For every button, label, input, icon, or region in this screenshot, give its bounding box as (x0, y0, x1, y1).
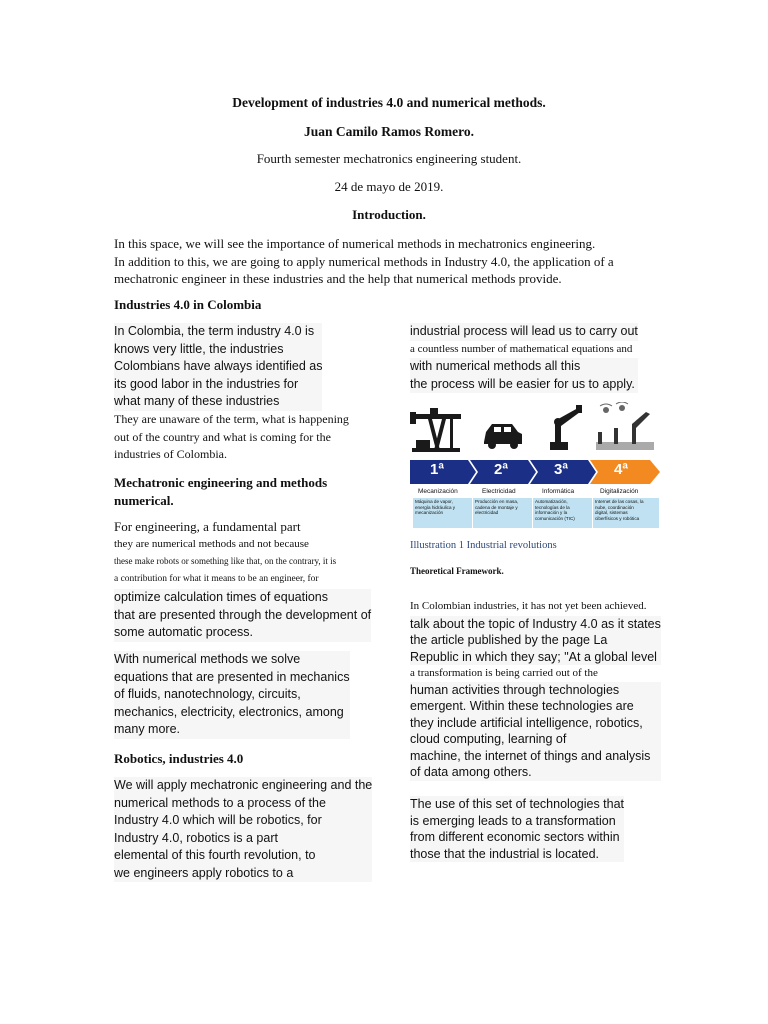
colombia-paragraph-continued (114, 411, 349, 464)
stage-2-label: Electricidad (482, 488, 516, 495)
desc-line: ciberfísicos y robótica (595, 515, 640, 521)
text-line: its good labor in the industries for (114, 376, 299, 391)
engineering-paragraph (114, 518, 336, 588)
desc-line: energía hidráulica y (415, 504, 456, 510)
text-line: is emerging leads to a transformation (410, 813, 616, 828)
text-line: human activities through technologies (410, 682, 661, 699)
text-line: emergent. Within these technologies are (410, 698, 661, 715)
section-heading-colombia: Industries 4.0 in Colombia (114, 297, 262, 312)
text-line: industries of Colombia. (114, 447, 227, 461)
author-affiliation: Fourth semester mechatronics engineering student. (256, 151, 522, 166)
text-line: the process will be easier for us to apply. (410, 376, 638, 394)
stage-3-description (533, 498, 592, 528)
figure-caption: Illustration 1 Industrial revolutions (410, 540, 557, 551)
text-line: cloud computing, learning of (410, 731, 661, 748)
desc-line: tecnologías de la (535, 504, 570, 510)
text-line: elemental of this fourth revolution, to (114, 848, 316, 862)
text-line: a contribution for what it means to be an engineer, for (114, 573, 319, 584)
text-line: equations that are presented in mechanics (114, 669, 350, 684)
text-line: that are presented through the development of (114, 607, 372, 622)
paper-title: Development of industries 4.0 and numerical methods. (232, 95, 546, 110)
stage-1-number: 1ª (430, 461, 444, 478)
numerical-methods-paragraph (114, 651, 350, 739)
text-line: knows very little, the industries (114, 341, 284, 356)
text-line: optimize calculation times of equations (114, 590, 329, 604)
technologies-paragraph (410, 796, 624, 862)
text-line: They are unaware of the term, what is happening (114, 412, 349, 426)
desc-line: comunicación (TIC) (535, 515, 575, 521)
text-line: Republic in which they say; "At a global level (410, 649, 661, 666)
desc-line: Automatización, (535, 499, 568, 504)
colombia-paragraph (114, 323, 322, 411)
text-line: mechanics, electricity, electronics, among (114, 704, 344, 719)
desc-line: nube, coordinación (595, 504, 634, 510)
stage-1-label: Mecanización (418, 488, 458, 495)
stage-3-number: 3ª (554, 461, 568, 478)
stage-1-description (413, 498, 472, 528)
desc-line: Internet de las cosas, la (595, 499, 644, 504)
text-line: the article published by the page La (410, 632, 661, 649)
text-line: some automatic process. (114, 625, 253, 639)
desc-line: cadena de montaje y (475, 504, 518, 510)
engineering-paragraph-continued (114, 589, 371, 642)
industrial-revolutions-figure (410, 402, 662, 528)
desc-line: mecanización (415, 510, 444, 516)
text-line: a countless number of mathematical equations and (410, 342, 633, 355)
text-line: The use of this set of technologies that (410, 797, 625, 811)
text-line: With numerical methods we solve (114, 652, 301, 666)
text-line: many more. (114, 722, 180, 736)
text-line: We will apply mechatronic engineering and the (114, 778, 373, 792)
text-line: numerical methods to a process of the (114, 795, 326, 810)
text-line: For engineering, a fundamental part (114, 519, 301, 534)
text-line: In addition to this, we are going to apply numerical methods in Industry 4.0, the application of a (114, 253, 614, 269)
paper-date: 24 de mayo de 2019. (334, 179, 444, 194)
theoretical-paragraph (410, 598, 661, 781)
stage-2-number: 2ª (494, 461, 508, 478)
stage-2-description (473, 498, 532, 528)
text-line: of data among others. (410, 764, 661, 781)
text-line: Industry 4.0 which will be robotics, for (114, 813, 322, 827)
connected-robots-icon (596, 402, 654, 450)
section-heading-robotics: Robotics, industries 4.0 (114, 751, 244, 766)
text-line: these make robots or something like that, on the contrary, it is (114, 556, 337, 566)
desc-line: electricidad (475, 510, 499, 516)
introduction-paragraph (114, 235, 614, 288)
stage-4-description (593, 498, 659, 528)
text-line: of fluids, nanotechnology, circuits, (114, 687, 301, 701)
text-line: In Colombia, the term industry 4.0 is (114, 324, 315, 338)
text-line: mechatronic engineer in these industries and the help that numerical methods provide. (114, 271, 562, 286)
text-line: those that the industrial is located. (410, 846, 600, 861)
text-line: Colombians have always identified as (114, 359, 323, 373)
oil-pump-icon (410, 408, 461, 452)
text-line: we engineers apply robotics to a (114, 865, 294, 880)
text-line: they are numerical methods and not because (114, 537, 309, 550)
text-line: industrial process will lead us to carry out (410, 323, 638, 341)
section-heading-mechatronic (114, 474, 327, 510)
heading-line: Mechatronic engineering and methods (114, 475, 328, 490)
robot-arm-icon (550, 405, 582, 450)
text-line: Industry 4.0, robotics is a part (114, 830, 278, 845)
text-line: what many of these industries (114, 394, 280, 408)
text-line: from different economic sectors within (410, 830, 620, 844)
text-line: talk about the topic of Industry 4.0 as it states (410, 616, 661, 631)
stage-3-label: Informática (542, 488, 575, 495)
text-line: In this space, we will see the importance of numerical methods in mechatronics engineering. (114, 236, 596, 251)
desc-line: información y la (535, 510, 568, 516)
text-line: out of the country and what is coming for the (114, 429, 331, 444)
text-line: a transformation is being carried out of the (410, 667, 598, 679)
desc-line: Producción en masa, (475, 499, 519, 504)
desc-line: Máquina de vapor, (415, 499, 453, 504)
desc-line: digital, sistemas (595, 510, 628, 516)
author-name: Juan Camilo Ramos Romero. (304, 124, 474, 139)
introduction-heading: Introduction. (352, 207, 426, 222)
car-icon (484, 424, 522, 449)
stage-4-number: 4ª (614, 461, 628, 478)
text-line: In Colombian industries, it has not yet been achieved. (410, 600, 647, 612)
text-line: with numerical methods all this (410, 358, 638, 376)
stage-4-label: Digitalización (600, 488, 639, 495)
heading-line: numerical. (114, 493, 174, 508)
section-heading-theoretical: Theoretical Framework. (410, 566, 504, 576)
text-line: machine, the internet of things and analysis (410, 748, 661, 765)
robotics-paragraph (114, 777, 372, 882)
text-line: they include artificial intelligence, robotics, (410, 715, 661, 732)
industrial-process-paragraph (410, 323, 638, 393)
